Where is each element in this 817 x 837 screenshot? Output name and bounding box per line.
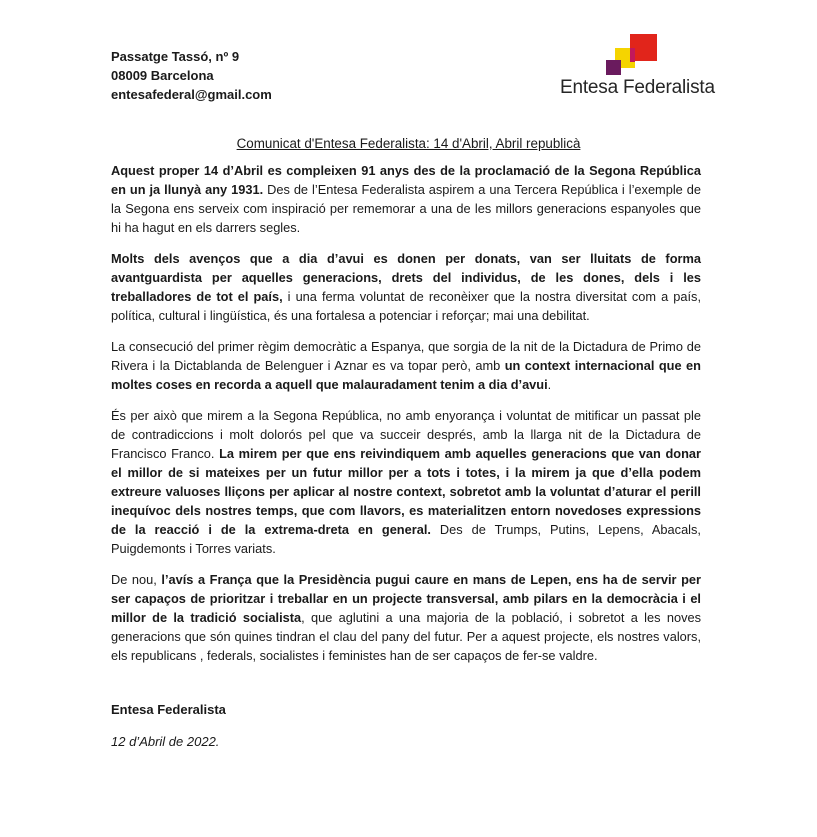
- address-email: entesafederal@gmail.com: [111, 87, 272, 102]
- text-run: i una ferma voluntat de reconèixer que la nostra diversitat com a país, política, cultural i lingüística, és una fortalesa a potenciar i reforçar; mai una debilitat.: [111, 289, 701, 323]
- address-city: 08009 Barcelona: [111, 68, 214, 83]
- address-street: Passatge Tassó, nº 9: [111, 49, 240, 64]
- text-run: Des de l’Entesa Federalista aspirem a una Tercera República i l’exemple de la Segona ens serveix com inspiració per rememorar a una de les millors generacions espanyoles que hi ha hagut en els darrers segles.: [111, 182, 701, 235]
- entesa-federalista-logo: [555, 32, 715, 102]
- text-run: És per això que mirem a la Segona República, no amb enyorança i voluntat de mitificar un passat ple de contradiccions i molt dolorós pel que va succeir després, amb la llarga nit de la Dictadura de Francisco Franco.: [111, 408, 701, 461]
- logo-square-magenta: [630, 48, 635, 62]
- body-paragraph: [111, 570, 701, 665]
- text-run: , que aglutini a una majoria de la població, i sobretot a les noves generacions que són quines tindran el clau del pany del futur. Per a aquest projecte, els nostres valors, els republicans , federals, socialistes i feministes han de ser capaços de fer-se valdre.: [111, 610, 701, 663]
- logo-text: Entesa Federalista: [560, 77, 715, 98]
- body-paragraph: [111, 161, 701, 237]
- body-paragraph: [111, 406, 701, 558]
- logo-squares-icon: [555, 32, 715, 82]
- text-run: De nou,: [111, 572, 162, 587]
- sender-address: [111, 47, 272, 104]
- signature: Entesa Federalista: [111, 702, 226, 717]
- text-run: Des de Trumps, Putins, Lepens, Abacals, Puigdemonts i Torres variats.: [111, 522, 701, 556]
- bold-text-run: La mirem per que ens reivindiquem amb aquelles generacions que van donar el millor de si mateixes per un futur millor per a tots i totes, i la mirem ja que d’ella podem extreure valuoses lliçons per aplicar al nostre context, sobretot amb la voluntat d’aturar el perill inequívoc dels nostres temps, que com llavors, es materialitzen entorn novedoses expressions de la reacció i de la extrema-dreta en general.: [111, 446, 701, 537]
- logo-square-purple: [606, 60, 621, 75]
- bold-text-run: un context internacional que en moltes coses en recorda a aquell que malauradament tenim a dia d’avui: [111, 358, 701, 392]
- bold-text-run: l’avís a França que la Presidència pugui caure en mans de Lepen, ens ha de servir per ser capaços de prioritzar i treballar en un projecte transversal, amb pilars en la democràcia i el millor de la tradició socialista: [111, 572, 701, 625]
- document-date: 12 d’Abril de 2022.: [111, 734, 220, 749]
- document-body: [111, 161, 701, 677]
- bold-text-run: Molts dels avenços que a dia d’avui es donen per donats, van ser lluitats de forma avantguardista per aquelles generacions, drets del individus, de les dones, dels i les treballadores de tot el país,: [111, 251, 701, 304]
- text-run: La consecució del primer règim democràtic a Espanya, que sorgia de la nit de la Dictadura de Primo de Rivera i la Dictablanda de Belenguer i Aznar es va topar però, amb: [111, 339, 701, 373]
- text-run: .: [547, 377, 552, 392]
- bold-text-run: Aquest proper 14 d’Abril es compleixen 91 anys des de la proclamació de la Segona República en un ja llunyà any 1931.: [111, 163, 701, 197]
- document-title: Comunicat d'Entesa Federalista: 14 d'Abril, Abril republicà: [236, 136, 581, 151]
- body-paragraph: [111, 337, 701, 394]
- body-paragraph: [111, 249, 701, 325]
